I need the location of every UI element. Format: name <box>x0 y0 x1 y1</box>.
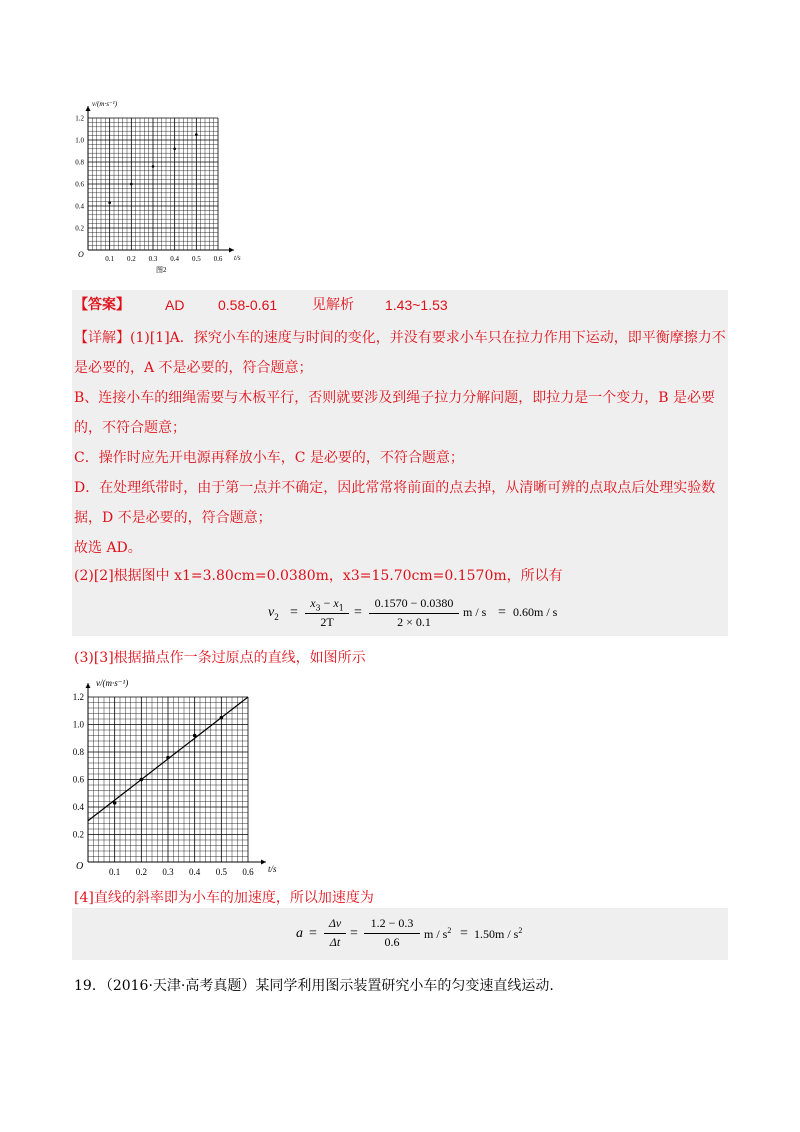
fig1-ylabel: v/(m·s⁻¹) <box>92 100 118 108</box>
data-point <box>220 716 224 720</box>
answer-tag: 【答案】 <box>74 297 130 313</box>
y-tick-label: 1.0 <box>72 719 84 730</box>
x-tick-label: 0.3 <box>148 255 158 263</box>
y-tick-label: 0.4 <box>72 802 84 812</box>
detail-line-9: (2)[2]根据图中 x1=3.80cm=0.0380m，x3=15.70cm=0.1570m，所以有 <box>74 568 563 584</box>
x-tick-label: 0.5 <box>215 867 227 877</box>
fig2-ylabel: v/(m·s⁻¹) <box>96 678 129 688</box>
x-tick-label: 0.1 <box>109 867 121 877</box>
x-tick-label: 0.2 <box>126 255 136 263</box>
y-axis-arrow <box>86 683 91 688</box>
answer-4: 1.43~1.53 <box>385 297 448 313</box>
x-tick-label: 0.3 <box>162 867 174 877</box>
equation-velocity: $v_2$ = $x_3 - x_1$ 2T = 0.1570 − 0.0380 2 × 0.1 m / s = 0.60m / s <box>268 596 558 629</box>
eq1-result: 0.60m / s <box>513 605 558 619</box>
x-tick-label: 0.6 <box>213 255 223 263</box>
eq2-unit: m / $s^2$ <box>424 926 452 941</box>
eq1-num2: 0.1570 − 0.0380 <box>374 596 454 610</box>
eq1-num1: $x_3 - x_1$ <box>310 596 344 613</box>
x-tick-label: 0.2 <box>135 867 147 877</box>
data-point <box>166 756 170 760</box>
part4-text: [4]直线的斜率即为小车的加速度，所以加速度为 <box>74 890 374 906</box>
y-tick-label: 0.4 <box>75 202 84 211</box>
y-tick-label: 0.6 <box>75 180 84 189</box>
question-19: 19．（2016·天津·高考真题）某同学利用图示装置研究小车的匀变速直线运动. <box>74 978 554 994</box>
x-tick-label: 0.5 <box>191 255 201 263</box>
detail-line-3: B、连接小车的细绳需要与木板平行，否则就要涉及到绳子拉力分解问题，即拉力是一个变力，B 是必要 <box>74 390 716 406</box>
equation-acceleration: a = Δv Δt = 1.2 − 0.3 0.6 m / $s^2$ = $1.50m / s^2$ <box>296 916 523 949</box>
data-point <box>173 148 176 151</box>
answer-1: AD <box>165 297 185 313</box>
figure-2-graph <box>60 672 290 882</box>
y-tick-label: 1.2 <box>72 692 84 702</box>
figure-1-graph <box>70 95 260 280</box>
fig2-xlabel: t/s <box>268 864 277 874</box>
answer-2: 0.58-0.61 <box>218 297 278 313</box>
eq2-result: $1.50m / s^2$ <box>474 926 523 941</box>
fig1-caption: 图2 <box>156 266 167 274</box>
fig2-grid <box>86 683 267 865</box>
part3-text: (3)[3]根据描点作一条过原点的直线，如图所示 <box>74 650 366 666</box>
detail-line-8: 故选 AD。 <box>74 540 142 556</box>
fig1-grid <box>86 106 235 253</box>
y-tick-label: 1.0 <box>75 136 84 145</box>
fig2-origin: O <box>76 861 84 872</box>
fig1-xlabel: t/s <box>234 254 241 262</box>
y-tick-label: 0.8 <box>75 158 84 167</box>
eq1-den1: 2T <box>320 615 334 629</box>
y-tick-label: 0.2 <box>72 829 84 840</box>
y-axis-arrow <box>86 106 91 111</box>
y-tick-label: 1.2 <box>75 114 84 123</box>
data-point <box>152 165 155 168</box>
eq2-lhs: a <box>296 926 303 941</box>
x-tick-label: 0.4 <box>170 255 180 263</box>
data-point <box>113 801 117 805</box>
data-point <box>140 778 144 782</box>
x-axis-arrow <box>229 248 234 253</box>
data-point <box>130 183 133 186</box>
y-tick-label: 0.2 <box>75 224 84 233</box>
detail-line-7: 据，D 不是必要的，符合题意； <box>74 510 272 526</box>
data-point <box>193 734 197 738</box>
eq2-den1: Δt <box>329 935 341 949</box>
y-tick-label: 0.8 <box>72 747 84 757</box>
detail-line-4: 的，不符合题意； <box>74 420 186 436</box>
detail-line-1: 【详解】(1)[1]A．探究小车的速度与时间的变化，并没有要求小车只在拉力作用下运动，即平衡摩擦力不 <box>74 330 726 346</box>
y-tick-label: 0.6 <box>72 774 84 785</box>
detail-line-5: C．操作时应先开电源再释放小车，C 是必要的，不符合题意； <box>74 450 464 466</box>
x-tick-label: 0.6 <box>242 867 254 877</box>
data-point <box>195 133 198 136</box>
fig1-origin: O <box>78 250 84 259</box>
eq2-num1: Δv <box>328 916 342 930</box>
answer-3: 见解析 <box>312 297 354 313</box>
eq2-den2: 0.6 <box>384 935 400 949</box>
detail-line-2: 是必要的，A 不是必要的，符合题意； <box>74 360 313 376</box>
detail-line-6: D．在处理纸带时，由于第一点并不确定，因此常常将前面的点去掉，从清晰可辨的点取点后处理实验数 <box>74 480 716 496</box>
eq1-unit: m / s <box>463 605 487 619</box>
eq1-lhs: $v_2$ <box>268 605 279 622</box>
data-point <box>108 201 111 204</box>
eq1-den2: 2 × 0.1 <box>397 615 431 629</box>
x-axis-arrow <box>261 860 266 865</box>
x-tick-label: 0.1 <box>105 255 115 263</box>
x-tick-label: 0.4 <box>189 867 201 877</box>
eq2-num2: 1.2 − 0.3 <box>370 916 414 930</box>
